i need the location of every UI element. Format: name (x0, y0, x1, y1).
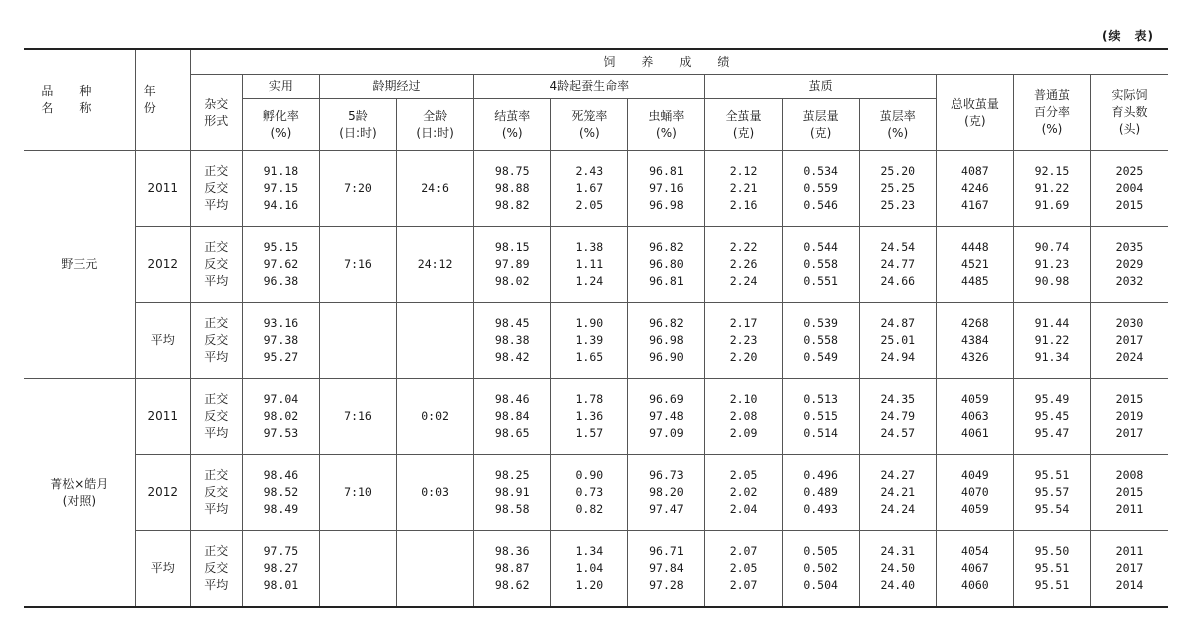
table-row (24, 303, 1168, 379)
table-row (24, 151, 1168, 227)
normal-cocoon-cell: 95.50 95.51 95.51 (1013, 531, 1090, 608)
instar5-cell (319, 531, 396, 608)
shell-weight-cell: 0.505 0.502 0.504 (782, 531, 859, 608)
pupa-cell: 96.82 96.98 96.90 (628, 303, 705, 379)
instar5-cell: 7:10 (319, 455, 396, 531)
pupa-cell: 96.69 97.48 97.09 (628, 379, 705, 455)
shell-rate-cell: 24.31 24.50 24.40 (859, 531, 936, 608)
cocoon-weight-cell: 2.22 2.26 2.24 (705, 227, 782, 303)
shell-weight-cell: 0.539 0.558 0.549 (782, 303, 859, 379)
actual-larvae-cell: 2025 2004 2015 (1091, 151, 1168, 227)
header-instar5: 5龄 (日:时) (319, 99, 396, 151)
pupa-cell: 96.71 97.84 97.28 (628, 531, 705, 608)
header-total-yield: 总收茧量 (克) (936, 75, 1013, 151)
cocooning-cell: 98.45 98.38 98.42 (474, 303, 551, 379)
header-variety: 品种名称 (24, 49, 135, 151)
header-full-instar: 全龄 (日:时) (397, 99, 474, 151)
cocooning-cell: 98.15 97.89 98.02 (474, 227, 551, 303)
year-cell: 2012 (135, 227, 190, 303)
dead-cage-cell: 1.90 1.39 1.65 (551, 303, 628, 379)
year-cell: 平均 (135, 303, 190, 379)
cocooning-cell: 98.75 98.88 98.82 (474, 151, 551, 227)
header-cocoon-weight: 全茧量 (克) (705, 99, 782, 151)
full-instar-cell: 0:03 (397, 455, 474, 531)
cross-cell: 正交 反交 平均 (190, 455, 242, 531)
variety-cell: 野三元 (24, 151, 135, 379)
full-instar-cell: 24:6 (397, 151, 474, 227)
header-pupa-rate: 虫蛹率 (%) (628, 99, 705, 151)
total-yield-cell: 4268 4384 4326 (936, 303, 1013, 379)
actual-larvae-cell: 2035 2029 2032 (1091, 227, 1168, 303)
instar5-cell: 7:16 (319, 227, 396, 303)
cocoon-weight-cell: 2.05 2.02 2.04 (705, 455, 782, 531)
cross-cell: 正交 反交 平均 (190, 227, 242, 303)
normal-cocoon-cell: 92.15 91.22 91.69 (1013, 151, 1090, 227)
pupa-cell: 96.81 97.16 96.98 (628, 151, 705, 227)
header-vitality-group: 4龄起蚕生命率 (474, 75, 705, 99)
hatch-cell: 98.46 98.52 98.49 (242, 455, 319, 531)
instar5-cell: 7:20 (319, 151, 396, 227)
normal-cocoon-cell: 90.74 91.23 90.98 (1013, 227, 1090, 303)
header-actual-larvae: 实际饲 育头数 (头) (1091, 75, 1168, 151)
instar5-cell (319, 303, 396, 379)
year-cell: 平均 (135, 531, 190, 608)
dead-cage-cell: 1.34 1.04 1.20 (551, 531, 628, 608)
year-cell: 2011 (135, 151, 190, 227)
header-shell-rate: 茧层率 (%) (859, 99, 936, 151)
shell-weight-cell: 0.544 0.558 0.551 (782, 227, 859, 303)
hatch-cell: 91.18 97.15 94.16 (242, 151, 319, 227)
normal-cocoon-cell: 95.49 95.45 95.47 (1013, 379, 1090, 455)
header-normal-cocoon-pct: 普通茧 百分率 (%) (1013, 75, 1090, 151)
instar5-cell: 7:16 (319, 379, 396, 455)
total-yield-cell: 4049 4070 4059 (936, 455, 1013, 531)
header-instar-group: 龄期经过 (319, 75, 473, 99)
dead-cage-cell: 2.43 1.67 2.05 (551, 151, 628, 227)
hatch-cell: 97.04 98.02 97.53 (242, 379, 319, 455)
hatch-cell: 95.15 97.62 96.38 (242, 227, 319, 303)
table-row (24, 379, 1168, 455)
cross-cell: 正交 反交 平均 (190, 303, 242, 379)
dead-cage-cell: 0.90 0.73 0.82 (551, 455, 628, 531)
cocoon-weight-cell: 2.12 2.21 2.16 (705, 151, 782, 227)
table-row (24, 455, 1168, 531)
cross-cell: 正交 反交 平均 (190, 531, 242, 608)
actual-larvae-cell: 2011 2017 2014 (1091, 531, 1168, 608)
actual-larvae-cell: 2015 2019 2017 (1091, 379, 1168, 455)
cocoon-weight-cell: 2.17 2.23 2.20 (705, 303, 782, 379)
shell-weight-cell: 0.534 0.559 0.546 (782, 151, 859, 227)
variety-cell: 菁松×皓月 (对照) (24, 379, 135, 608)
actual-larvae-cell: 2030 2017 2024 (1091, 303, 1168, 379)
full-instar-cell (397, 303, 474, 379)
header-hatch-rate: 孵化率 (%) (242, 99, 319, 151)
cocooning-cell: 98.36 98.87 98.62 (474, 531, 551, 608)
total-yield-cell: 4087 4246 4167 (936, 151, 1013, 227)
full-instar-cell: 24:12 (397, 227, 474, 303)
shell-weight-cell: 0.496 0.489 0.493 (782, 455, 859, 531)
cocoon-weight-cell: 2.10 2.08 2.09 (705, 379, 782, 455)
hatch-cell: 97.75 98.27 98.01 (242, 531, 319, 608)
full-instar-cell (397, 531, 474, 608)
cocooning-cell: 98.46 98.84 98.65 (474, 379, 551, 455)
actual-larvae-cell: 2008 2015 2011 (1091, 455, 1168, 531)
header-year: 年份 (135, 49, 190, 151)
continued-label: (续 表) (1102, 29, 1154, 43)
total-yield-cell: 4448 4521 4485 (936, 227, 1013, 303)
shell-rate-cell: 24.27 24.21 24.24 (859, 455, 936, 531)
dead-cage-cell: 1.78 1.36 1.57 (551, 379, 628, 455)
feeding-results-table (24, 48, 1168, 608)
pupa-cell: 96.82 96.80 96.81 (628, 227, 705, 303)
total-yield-cell: 4054 4067 4060 (936, 531, 1013, 608)
pupa-cell: 96.73 98.20 97.47 (628, 455, 705, 531)
cocooning-cell: 98.25 98.91 98.58 (474, 455, 551, 531)
normal-cocoon-cell: 91.44 91.22 91.34 (1013, 303, 1090, 379)
full-instar-cell: 0:02 (397, 379, 474, 455)
dead-cage-cell: 1.38 1.11 1.24 (551, 227, 628, 303)
year-cell: 2012 (135, 455, 190, 531)
shell-rate-cell: 24.54 24.77 24.66 (859, 227, 936, 303)
year-cell: 2011 (135, 379, 190, 455)
table-row (24, 531, 1168, 608)
header-shell-weight: 茧层量 (克) (782, 99, 859, 151)
shell-rate-cell: 25.20 25.25 25.23 (859, 151, 936, 227)
total-yield-cell: 4059 4063 4061 (936, 379, 1013, 455)
shell-rate-cell: 24.35 24.79 24.57 (859, 379, 936, 455)
shell-rate-cell: 24.87 25.01 24.94 (859, 303, 936, 379)
header-cocooning-rate: 结茧率 (%) (474, 99, 551, 151)
header-cocoon-quality-group: 茧质 (705, 75, 936, 99)
header-dead-cage-rate: 死笼率 (%) (551, 99, 628, 151)
header-cross-form: 杂交 形式 (190, 75, 242, 151)
header-feeding-results: 饲养成绩 (190, 49, 1168, 75)
shell-weight-cell: 0.513 0.515 0.514 (782, 379, 859, 455)
normal-cocoon-cell: 95.51 95.57 95.54 (1013, 455, 1090, 531)
cross-cell: 正交 反交 平均 (190, 379, 242, 455)
cross-cell: 正交 反交 平均 (190, 151, 242, 227)
hatch-cell: 93.16 97.38 95.27 (242, 303, 319, 379)
table-row (24, 227, 1168, 303)
header-hatch-group: 实用 (242, 75, 319, 99)
cocoon-weight-cell: 2.07 2.05 2.07 (705, 531, 782, 608)
